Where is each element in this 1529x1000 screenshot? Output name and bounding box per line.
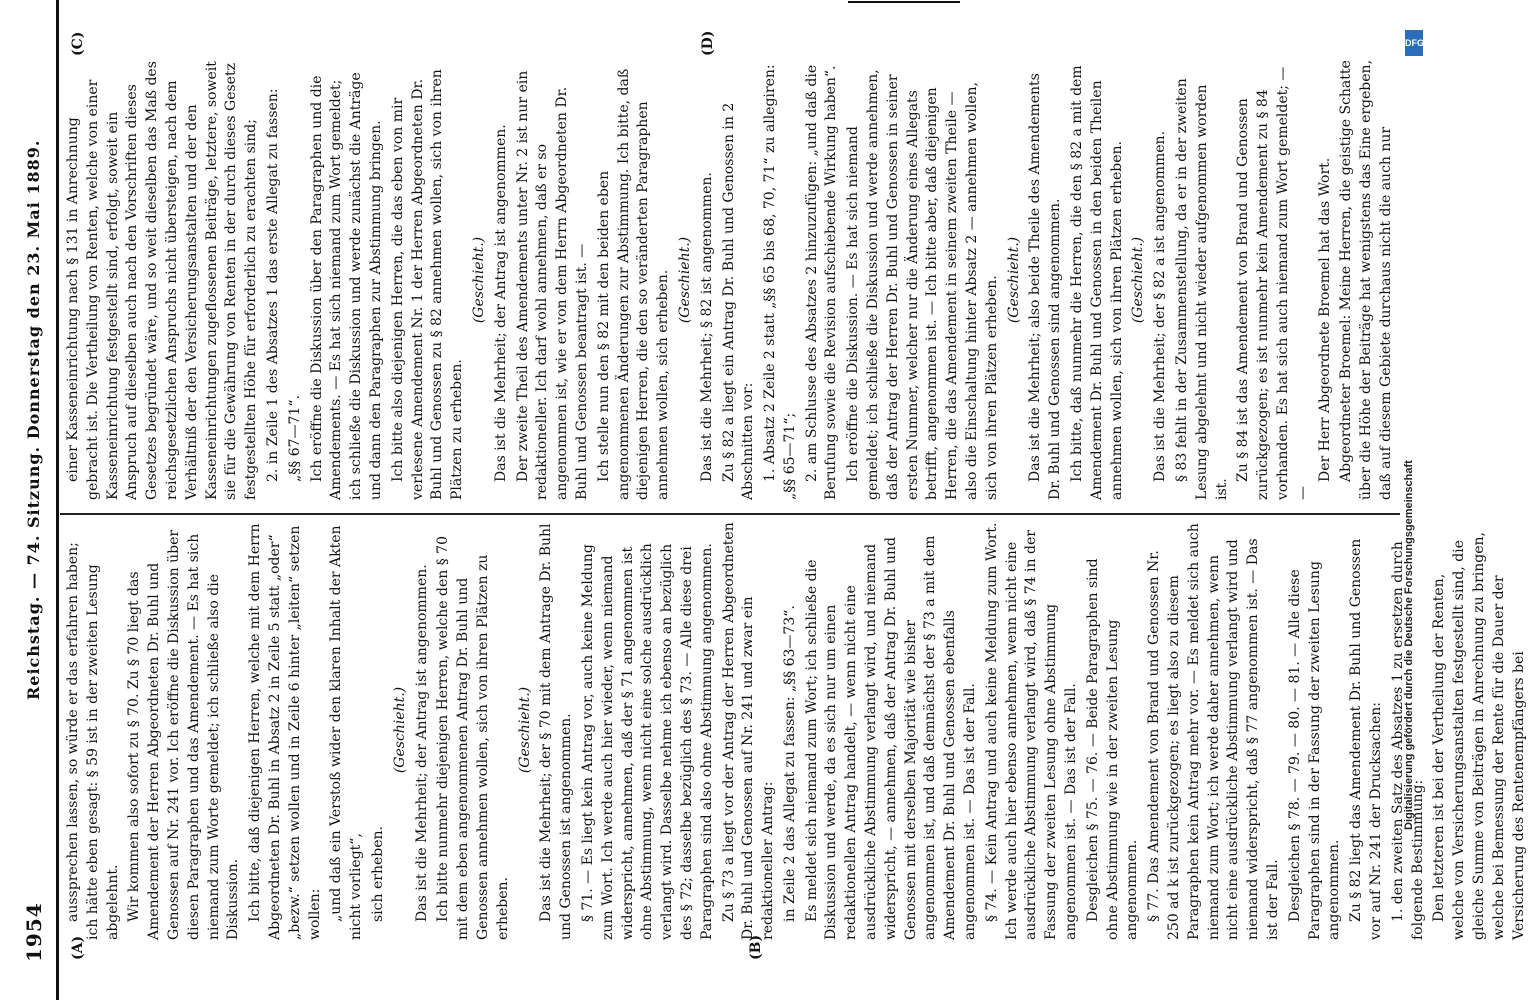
paragraph: Wir kommen also sofort zu § 70. Zu § 70 liegt das Amendement der Herren Abgeordneten Dr. Buhl und Genossen auf Nr. 241 vor. Ich eröffne die Diskussion über diesen Paragraphen und das Amendement. — Es hat sich niemand zum Worte gemeldet; ich schließe also die Diskussion. xyxy=(126,529,242,940)
paragraph: Das ist die Mehrheit; der § 82 a ist angenommen. xyxy=(1152,130,1169,482)
paragraph: § 77. Das Amendement von Brand und Genossen Nr. 250 ad k ist zurückgezogen; es liegt also zu diesem Paragraphen kein Antrag mehr vor. — Es meldet sich auch niemand zum Wort; ich werde daher annehmen, wenn nicht eine ausdrückliche Abstimmung verlangt wird und niemand widerspricht, daß § 77 angenommen ist. — Das ist der Fall. xyxy=(1146,523,1282,940)
paragraph: Ich bitte, daß diejenigen Herren, welche mit dem Herrn Abgeordneten Dr. Buhl in Absatz 2 in Zeile 5 statt „oder“ „bezw.“ setzen wollen und in Zeile 6 hinter „leiten“ setzen wollen: xyxy=(247,523,323,940)
margin-marker-a: (A) xyxy=(70,935,86,960)
paragraph: (Geschieht.) xyxy=(391,686,408,774)
paragraph: Zu § 82 liegt das Amendement Dr. Buhl und Genossen vor auf Nr. 241 der Drucksachen: xyxy=(1348,538,1384,940)
paragraph: (Geschieht.) xyxy=(516,686,533,774)
paragraph: Den letzteren ist bei der Vertheilung der Renten, welche von Versicherungsanstalten festgestellt sind, die gleiche Summe von Beiträgen in Anrechnung zu bringen, welche bei Bemessung der Rente für die Dauer der Versicherung des Rentenempfängers bei xyxy=(1431,532,1527,940)
paragraph: Das ist die Mehrheit; § 82 ist angenommen. xyxy=(698,172,715,482)
text-column-right xyxy=(64,60,1394,500)
paragraph: Ich bitte nunmehr diejenigen Herren, welche den § 70 mit dem eben angenommenen Antrag Dr. Buhl und Genossen annehmen wollen, sich von ihren Plätzen zu erheben. xyxy=(435,536,511,940)
margin-marker-c: (C) xyxy=(70,31,86,56)
column-divider xyxy=(60,513,1400,515)
paragraph: Das ist die Mehrheit; der § 70 mit dem Antrage Dr. Buhl und Genossen ist angenommen. xyxy=(538,523,575,940)
page-header xyxy=(0,0,60,1000)
paragraph: (Geschieht.) xyxy=(470,236,487,324)
paragraph: Zu § 82 a liegt ein Antrag Dr. Buhl und Genossen in 2 Abschnitten vor: xyxy=(720,102,757,500)
paragraph: einer Kasseneinrichtung nach § 131 in Anrechnung gebracht ist. Die Vertheilung von Renten, welche von einer Kasseneinrichtung festgestellt sind, erfolgt, soweit ein Anspruch auf dieselben auch nach den Vorschriften dieses Gesetzes begründet wäre, und so weit dieselben das Maß des reichsgesetzlichen Anspruchs nicht übersteigen, nach dem Verhältniß der den Versicherungsanstalten und der den Kasseneinrichtungen zugeflossenen Beiträge, letztere, soweit sie für die Gewährung von Renten in der durch dieses Gesetz festgestellten Höhe für erforderlich zu erachten sind; xyxy=(65,61,260,500)
paragraph: Zu § 73 a liegt vor der Antrag der Herren Abgeordneten Dr. Buhl und Genossen auf Nr. 241 und zwar ein redaktioneller Antrag: xyxy=(720,522,777,940)
header-rule xyxy=(56,0,59,1000)
dfg-logo: DFG xyxy=(1405,30,1423,56)
paragraph: in Zeile 2 das Allegat zu fassen: „§§ 63—73“. xyxy=(781,605,798,922)
paragraph: (Geschieht.) xyxy=(676,236,693,324)
margin-marker-b: (B) xyxy=(748,934,764,960)
paragraph: Das ist die Mehrheit; also beide Theile des Amendements Dr. Buhl und Genossen sind angenommen. xyxy=(1027,73,1064,500)
paragraph: Es meldet sich niemand zum Wort; ich schließe die Diskussion und werde, da es sich nur um einen redaktionellen Antrag handelt, — wenn nicht eine ausdrückliche Abstimmung verlangt wird, und niemand widerspricht, — annehmen, daß der Antrag Dr. Buhl und Genossen mit derselben Majorität wie bisher angenommen ist, und daß demnächst der § 73 a mit dem Amendement Dr. Buhl und Genossen ebenfalls angenommen ist. — Das ist der Fall. xyxy=(803,535,979,940)
paragraph: Desgleichen § 78. — 79. — 80. — 81. — Alle diese Paragraphen sind in der Fassung der zweiten Lesung angenommen. xyxy=(1286,561,1343,940)
paragraph: § 83 fehlt in der Zusammenstellung, da er in der zweiten Lesung abgelehnt und nicht wieder aufgenommen worden ist. xyxy=(1174,78,1230,500)
paragraph: Der zweite Theil des Amendements unter Nr. 2 ist nur ein redaktioneller. Ich darf wohl annehmen, daß er so angenommen ist, wie er von dem Herrn Abgeordneten Dr. Buhl und Genossen beantragt ist. — xyxy=(514,70,590,500)
paragraph: Ich bitte, daß nunmehr die Herren, die den § 82 a mit dem Amendement Dr. Buhl und Genossen in den beiden Theilen annehmen wollen, sich von ihren Plätzen erheben. xyxy=(1069,65,1125,500)
digitization-note: Digitalisierung gefördert durch die Deutsche Forschungsgemeinschaft xyxy=(1403,460,1415,830)
paragraph: 1. Absatz 2 Zeile 2 statt „§§ 65 bis 68, 70, 71“ zu allegiren: „§§ 65—71“; xyxy=(762,64,798,500)
paragraph: Das ist die Mehrheit; der Antrag ist angenommen. xyxy=(492,124,509,482)
paragraph: Abgeordneter Broemel: Meine Herren, die geistige Schatte über die Höhe der Beiträge hat wenigstens das Eine ergeben, daß auf diesem Gebiete durchaus nicht die auch nur xyxy=(1338,59,1394,500)
paragraph: „§§ 67—71“. xyxy=(286,395,303,482)
paragraph: § 71. — Es liegt kein Antrag vor, auch keine Meldung zum Wort. Ich werde auch hier wieder, wenn niemand widerspricht, annehmen, daß der § 71 angenommen ist ohne Abstimmung, wenn nicht eine solche ausdrücklich verlangt wird. Dasselbe nehme ich ebenso an bezüglich des § 72; dasselbe bezüglich des § 73. — Alle diese drei Paragraphen sind also ohne Abstimmung angenommen. xyxy=(579,543,715,940)
margin-marker-d: (D) xyxy=(700,30,716,56)
paragraph: 2. am Schlusse des Absatzes 2 hinzuzufügen: „und daß die Berufung sowie die Revision aufschiebende Wirkung haben“. xyxy=(803,64,840,500)
paragraph: sich erheben. xyxy=(369,826,386,922)
paragraph: 2. in Zeile 1 des Absatzes 1 das erste Allegat zu fassen: xyxy=(264,88,281,482)
page-number: 1954 xyxy=(22,902,46,962)
paragraph: 1. den zweiten Satz des Absatzes 1 zu ersetzen durch folgende Bestimmung: xyxy=(1389,541,1426,940)
running-title: Reichstag. — 74. Sitzung. Donnerstag den 23. Mai 1889. xyxy=(24,139,43,700)
paragraph: (Geschieht.) xyxy=(1005,236,1022,324)
paragraph: Das ist die Mehrheit; der Antrag ist angenommen. xyxy=(413,564,430,922)
paragraph: Desgleichen § 75. — 76. — Beide Paragraphen sind ohne Abstimmung wie in der zweiten Lesung angenommen. xyxy=(1084,558,1141,940)
paragraph: Der Herr Abgeordnete Broemel hat das Wort. xyxy=(1316,157,1333,482)
paragraph: „und daß ein Verstoß wider den klaren Inhalt der Akten nicht vorliegt“, xyxy=(328,525,365,940)
paragraph: § 74. — Kein Antrag und auch keine Meldung zum Wort. Ich werde auch hier ebenso annehmen, wenn nicht eine ausdrückliche Abstimmung verlangt wird, daß § 74 in der Fassung der zweiten Lesung ohne Abstimmung angenommen ist. — Das ist der Fall. xyxy=(983,522,1080,940)
paragraph: Ich bitte also diejenigen Herren, die das eben von mir verlesene Amendement Nr. 1 der Herren Abgeordneten Dr. Buhl und Genossen zu § 82 annehmen wollen, sich von ihren Plätzen zu erheben. xyxy=(389,69,466,500)
paragraph: Ich stelle nun den § 82 mit den beiden eben angenommenen Änderungen zur Abstimmung. Ich bitte, daß diejenigen Herren, die den so veränderten Paragraphen annehmen wollen, sich erheben. xyxy=(595,68,672,500)
paragraph: (Geschieht.) xyxy=(1130,236,1147,324)
paragraph: Ich eröffne die Diskussion. — Es hat sich niemand gemeldet; ich schließe die Diskussion und werde annehmen, daß der Antrag der Herren Dr. Buhl und Genossen in seiner ersten Nummer, welcher nur die Änderung eines Allegats betrifft, angenommen ist. — Ich bitte aber, daß diejenigen Herren, die das Amendement in seinem zweiten Theile — also die Einschaltung hinter Absatz 2 — annehmen wollen, sich von ihren Plätzen erheben. xyxy=(845,69,1000,500)
paragraph: Zu § 84 ist das Amendement von Brand und Genossen zurückgezogen; es ist nunmehr kein Amendement zu § 84 vorhanden. Es hat sich auch niemand zum Wort gemeldet; — — xyxy=(1235,66,1311,500)
paragraph: Ich eröffne die Diskussion über den Paragraphen und die Amendements. — Es hat sich niemand zum Wort gemeldet; ich schließe die Diskussion und werde zunächst die Anträge und dann den Paragraphen zur Abstimmung bringen. xyxy=(308,72,384,500)
paragraph: aussprechen lassen, so würde er das erfahren haben; ich hätte eben gesagt: § 59 ist in der zweiten Lesung abgelehnt. xyxy=(65,542,121,940)
top-edge-rule xyxy=(848,1,960,3)
